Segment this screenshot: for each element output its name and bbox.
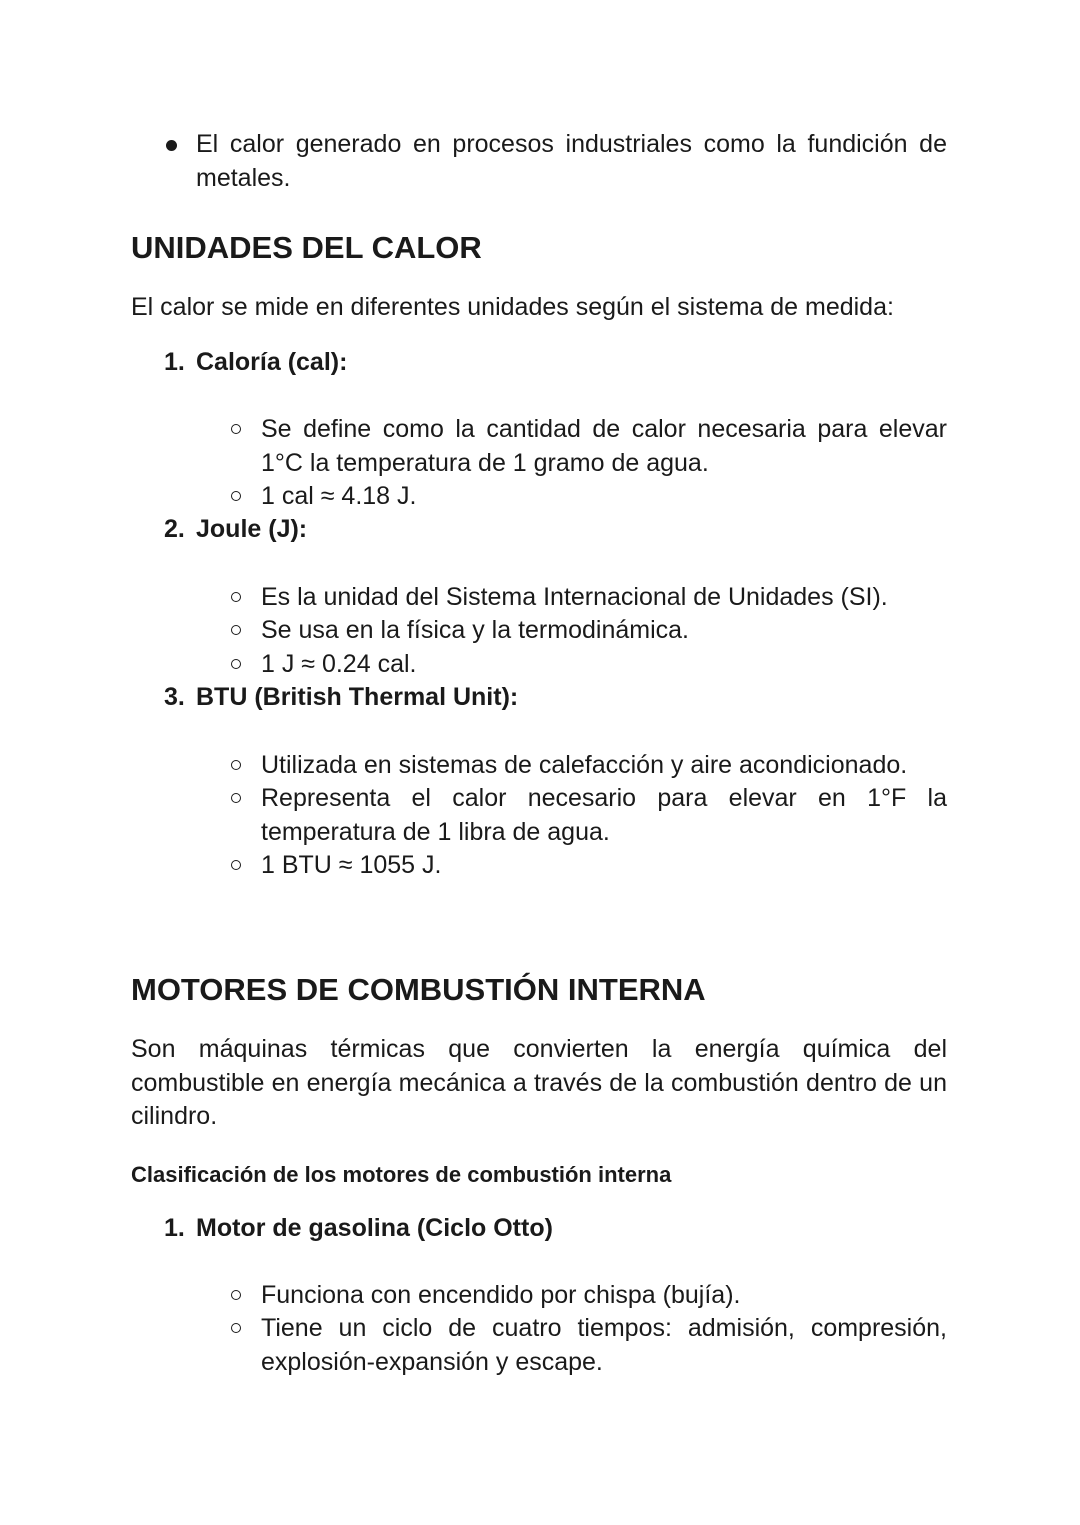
bullet-dot-icon bbox=[166, 140, 177, 151]
circle-bullet-icon bbox=[231, 491, 241, 501]
circle-bullet-icon bbox=[231, 760, 241, 770]
numbered-item-caloria: 1. Caloría (cal): bbox=[164, 348, 348, 376]
sub-item: 1 BTU ≈ 1055 J. bbox=[261, 849, 947, 883]
circle-bullet-icon bbox=[231, 793, 241, 803]
numbered-item-btu: 3. BTU (British Thermal Unit): bbox=[164, 683, 519, 711]
sub-item: Utilizada en sistemas de calefacción y aire acondicionado. bbox=[261, 749, 947, 783]
bullet-text: El calor generado en procesos industriales como la fundición de metales. bbox=[196, 130, 947, 192]
circle-bullet-icon bbox=[231, 659, 241, 669]
sub-item: 1 J ≈ 0.24 cal. bbox=[261, 648, 947, 682]
sub-item: Representa el calor necesario para elevar en 1°F la temperatura de 1 libra de agua. bbox=[261, 782, 947, 849]
sub-item: 1 cal ≈ 4.18 J. bbox=[261, 480, 947, 514]
circle-bullet-icon bbox=[231, 1290, 241, 1300]
sub-item: Es la unidad del Sistema Internacional de Unidades (SI). bbox=[261, 581, 947, 615]
circle-bullet-icon bbox=[231, 592, 241, 602]
circle-bullet-icon bbox=[231, 625, 241, 635]
sub-item: Se define como la cantidad de calor necesaria para elevar 1°C la temperatura de 1 gramo de agua. bbox=[261, 413, 947, 480]
section-intro-engines: Son máquinas térmicas que convierten la energía química del combustible en energía mecánica a través de la combustión dentro de un cilindro. bbox=[131, 1035, 947, 1130]
section-heading-engines: MOTORES DE COMBUSTIÓN INTERNA bbox=[131, 972, 706, 1007]
sub-item: Tiene un ciclo de cuatro tiempos: admisión, compresión, explosión-expansión y escape. bbox=[261, 1312, 947, 1379]
subsection-heading-classification: Clasificación de los motores de combustión interna bbox=[131, 1162, 672, 1187]
bullet-item bbox=[196, 128, 947, 195]
numbered-item-joule: 2. Joule (J): bbox=[164, 515, 308, 543]
section-intro-units: El calor se mide en diferentes unidades según el sistema de medida: bbox=[131, 293, 894, 321]
circle-bullet-icon bbox=[231, 860, 241, 870]
numbered-item-gasoline: 1. Motor de gasolina (Ciclo Otto) bbox=[164, 1214, 553, 1242]
sub-item: Funciona con encendido por chispa (bujía). bbox=[261, 1279, 947, 1313]
circle-bullet-icon bbox=[231, 424, 241, 434]
circle-bullet-icon bbox=[231, 1323, 241, 1333]
section-heading-units: UNIDADES DEL CALOR bbox=[131, 230, 482, 265]
sub-item: Se usa en la física y la termodinámica. bbox=[261, 614, 947, 648]
